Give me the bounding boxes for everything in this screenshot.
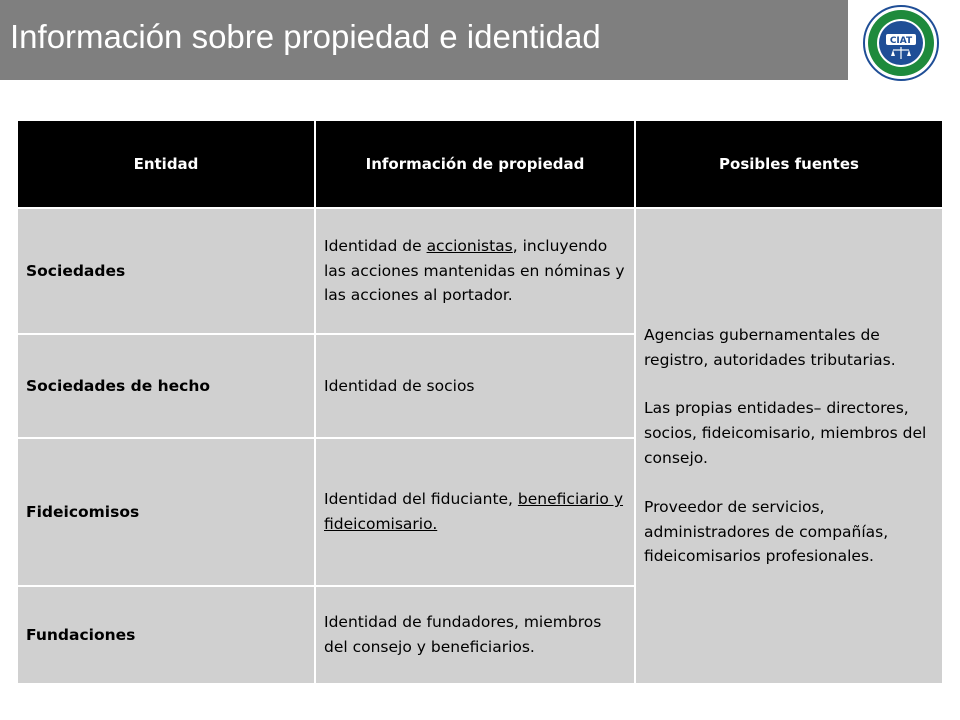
sources-paragraph: Proveedor de servicios, administradores de compañías, fideicomisarios profesionales. [644, 497, 889, 566]
ownership-info-cell [315, 438, 635, 586]
column-header-ownership-info: Información de propiedad [315, 120, 635, 208]
entity-cell: Fideicomisos [17, 438, 315, 586]
info-text: , incluyendo las acciones mantenidas en nóminas y las acciones al portador. [324, 236, 625, 305]
info-text: Identidad de fundadores, miembros del consejo y beneficiarios. [324, 613, 602, 656]
entity-cell: Sociedades de hecho [17, 334, 315, 438]
table-header-row [17, 120, 943, 208]
entity-cell: Sociedades [17, 208, 315, 334]
info-underlined-text: beneficiario y fideicomisario. [324, 490, 624, 533]
table-row [17, 208, 943, 334]
sources-paragraph: Las propias entidades– directores, socios, fideicomisario, miembros del consejo. [644, 399, 927, 467]
ciat-logo [862, 4, 940, 82]
column-header-entity: Entidad [17, 120, 315, 208]
sources-cell [635, 208, 943, 684]
info-text: Identidad de [324, 236, 427, 255]
sources-paragraph: Agencias gubernamentales de registro, autoridades tributarias. [644, 325, 896, 369]
logo-lettering: CIAT [889, 36, 913, 46]
ownership-info-table [16, 119, 944, 685]
info-text: Identidad de socios [324, 376, 475, 395]
entity-cell: Fundaciones [17, 586, 315, 684]
info-underlined-text: accionistas [426, 236, 513, 255]
ownership-info-cell [315, 208, 635, 334]
column-header-sources: Posibles fuentes [635, 120, 943, 208]
title-bar [0, 0, 848, 80]
ownership-info-cell [315, 334, 635, 438]
info-text: Identidad del fiduciante, [324, 490, 518, 509]
ownership-info-cell [315, 586, 635, 684]
page-title: Información sobre propiedad e identidad [10, 18, 601, 55]
